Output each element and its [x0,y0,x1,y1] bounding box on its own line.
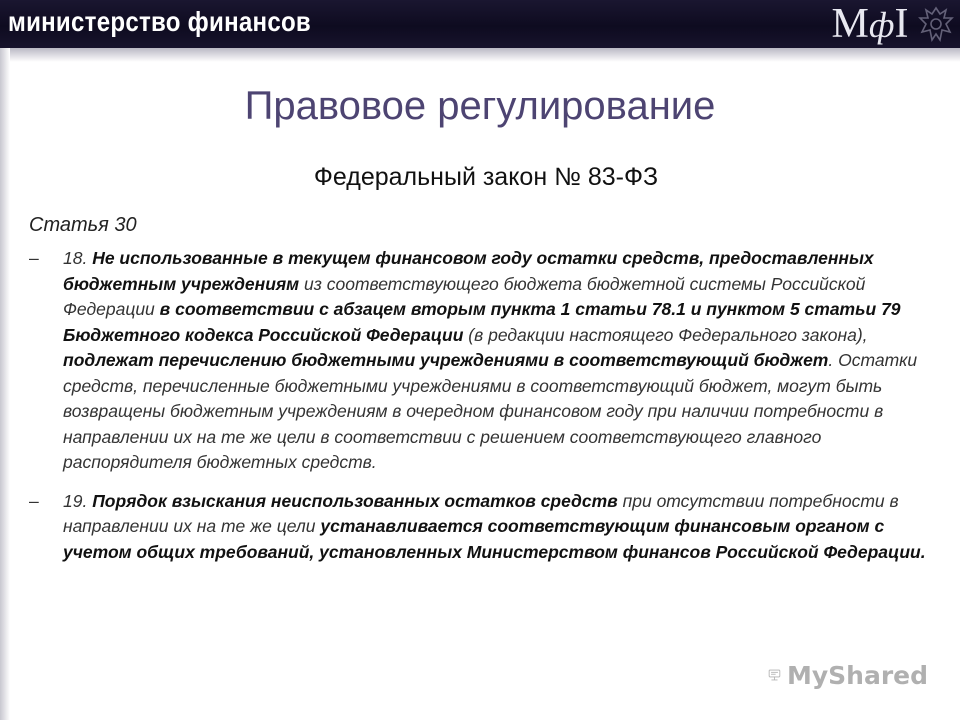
left-edge-shadow [0,48,10,720]
logo-letter-i: I [894,0,909,47]
header-shadow [0,48,960,62]
watermark-text: MyShared [786,660,928,690]
text-run: при отсутствии потребности в направлении их на те же цели [63,490,899,536]
logo-letter-m: М [831,0,869,47]
text-run-bold: устанавливается соответствующим финансовым органом с учетом общих требований, установленных Министерством финансов Российской Федерации. [63,516,926,562]
text-run: (в редакции настоящего Федерального закона), [463,324,868,345]
law-subtitle: Федеральный закон № 83-ФЗ [313,163,659,191]
text-run-bold: подлежат перечислению бюджетными учреждениями в соответствующий бюджет [63,350,829,370]
list-item [29,246,949,476]
logo-letter-f: ф [868,4,895,45]
list-item [29,489,949,566]
presentation-icon [768,659,781,691]
header-bar [0,0,960,48]
myshared-watermark[interactable] [768,658,928,692]
logo-letters [832,2,909,47]
text-run: . Остатки средств, перечисленные бюджетными учреждениями в соответствующий бюджет, могут быть возвращены бюджетным учреждениям в очередном финансовом году при наличии потребности в направлении их на те же цели в соответствии с решением соответствующего главного распорядителя бюджетных средств. [63,350,918,472]
text-run-bold: Порядок взыскания неиспользованных остатков средств [92,490,618,511]
text-run: 18. [63,248,93,268]
text-run-bold: в соответствии с абзацем вторым пункта 1 статьи 78.1 и пунктом 5 статьи 79 Бюджетного кодекса Российской Федерации [63,299,901,345]
slide-title: Правовое регулирование [244,84,716,128]
article-heading: Статья 30 [29,214,137,236]
ministry-logo [826,2,914,46]
bullet-dash: – [29,248,39,268]
coat-of-arms-icon [914,2,958,46]
text-run: 19. [63,490,93,511]
article-items [29,246,949,565]
bullet-dash: – [29,490,39,511]
text-run-bold: Не использованные в текущем финансовом году остатки средств, предоставленных бюджетным учреждениям [63,248,874,294]
text-run: из соответствующего бюджета бюджетной системы Российской Федерации [63,273,866,319]
ministry-name: министерство финансов [8,6,312,37]
